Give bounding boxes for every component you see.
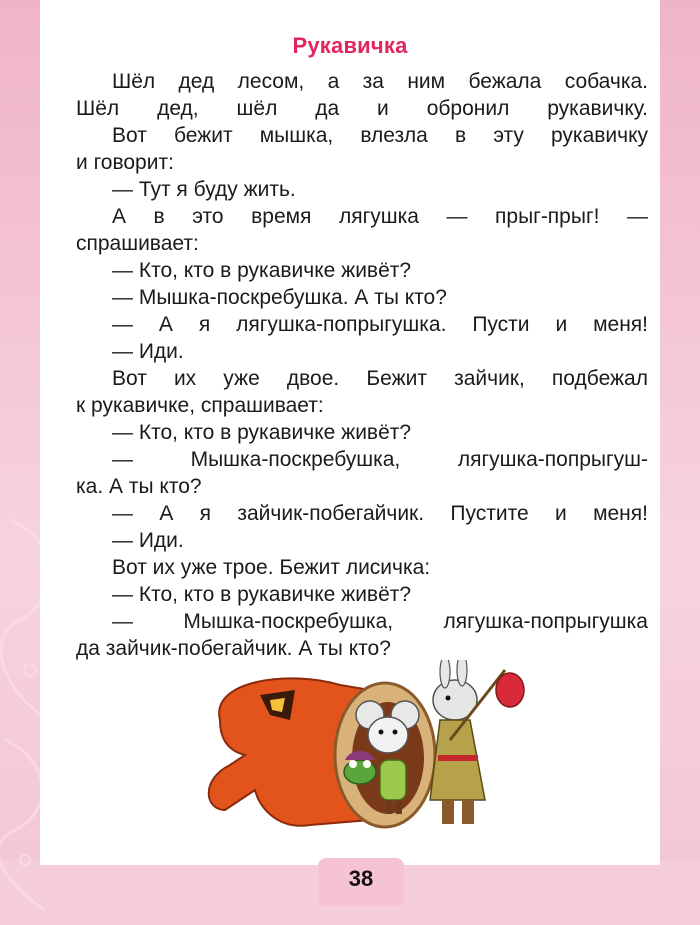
story-line: — Кто, кто в рукавичке живёт? <box>112 583 412 606</box>
story-line: — Тут я буду жить. <box>112 178 296 201</box>
story-line: Вот их уже двое. Бежит зайчик, подбежал <box>112 367 648 390</box>
story-line: да зайчик-побегайчик. А ты кто? <box>76 637 391 660</box>
story-line: — Иди. <box>112 529 184 552</box>
story-line: — Кто, кто в рукавичке живёт? <box>112 421 412 444</box>
page-number: 38 <box>348 866 374 891</box>
story-line: — А я лягушка-попрыгушка. Пусти и меня! <box>112 313 648 336</box>
story-line: Вот бежит мышка, влезла в эту рукавичку <box>112 124 648 147</box>
story-line: — Кто, кто в рукавичке живёт? <box>112 259 412 282</box>
story-line: — А я зайчик-побегайчик. Пустите и меня! <box>112 502 648 525</box>
page-title: Рукавичка <box>292 33 408 58</box>
story-line: — Мышка-поскребушка. А ты кто? <box>112 286 447 309</box>
story-line: — Мышка-поскребушка, лягушка-попрыгуш- <box>112 448 648 471</box>
story-line: к рукавичке, спрашивает: <box>76 394 324 417</box>
story-line: спрашивает: <box>76 232 199 255</box>
story-line: Вот их уже трое. Бежит лисичка: <box>112 556 431 579</box>
story-line: ка. А ты кто? <box>76 475 202 498</box>
story-line: Шёл дед лесом, а за ним бежала собачка. <box>112 70 648 93</box>
mitten-animals-illustration-icon <box>200 660 530 845</box>
story-line: и говорит: <box>76 151 174 174</box>
story-line: А в это время лягушка — прыг-прыг! — <box>112 205 648 228</box>
story-line: — Иди. <box>112 340 184 363</box>
story-line: — Мышка-поскребушка, лягушка-попрыгушка <box>112 610 648 633</box>
story-line: Шёл дед, шёл да и обронил рукавичку. <box>76 97 648 120</box>
page-border-right <box>660 0 700 925</box>
story-text <box>76 68 648 662</box>
